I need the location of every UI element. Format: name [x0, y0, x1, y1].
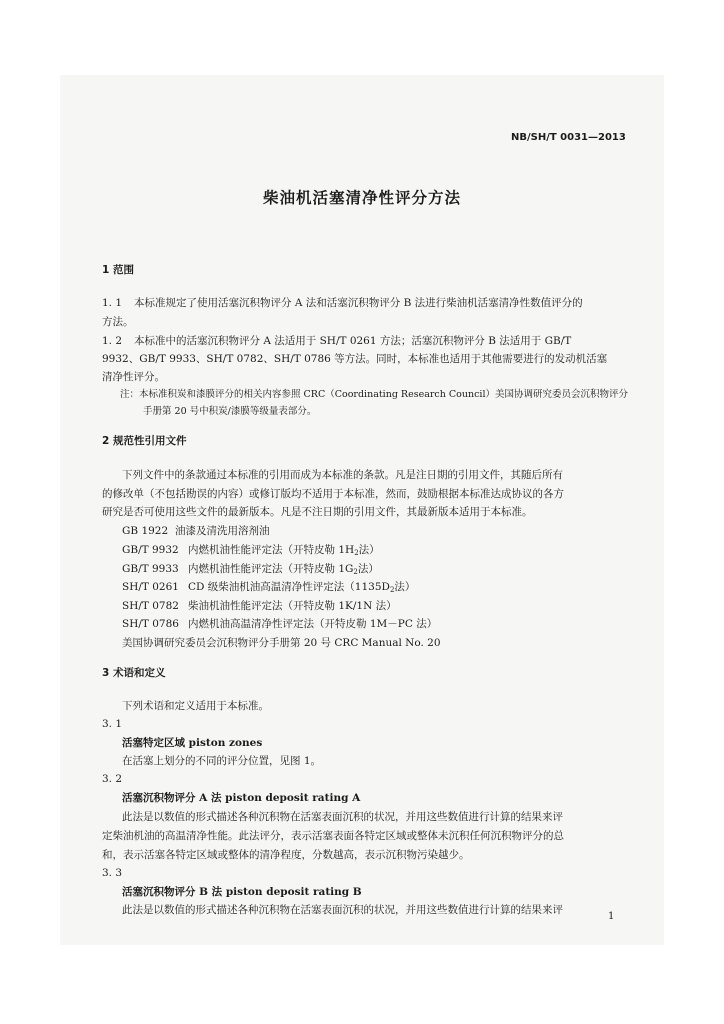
term-3-3-line-1: 此法是以数值的形式描述各种沉积物在活塞表面沉积的状况，并用这些数值进行计算的结果来评: [122, 904, 563, 916]
ref-5-title: 柴油机油性能评定法（开特皮勒 1K/1N 法）: [188, 600, 397, 612]
ref-3-title: 内燃机油性能评定法（开特皮勒 $1G_2$法）: [188, 563, 379, 576]
ref-4-title: CD 级柴油机油高温清净性评定法（$1135D_2$法）: [188, 581, 416, 594]
term-3-3-title: 活塞沉积物评分 B 法 piston deposit rating B: [122, 886, 362, 898]
ref-1-title: 油漆及清洗用溶剂油: [175, 525, 270, 537]
section-2-para-line-3: 研究是否可使用这些文件的最新版本。凡是不注日期的引用文件，其最新版本适用于本标准。: [102, 506, 533, 518]
ref-1-code: GB 1922: [122, 525, 169, 537]
clause-1-1-line-2: 方法。: [102, 316, 134, 328]
term-3-1-number: 3. 1: [102, 718, 123, 730]
section-3-intro: 下列术语和定义适用于本标准。: [122, 700, 269, 712]
ref-6-code: SH/T 0786: [122, 618, 179, 630]
term-3-3-number: 3. 3: [102, 867, 123, 879]
note-line-1: 注：本标准积炭和漆膜评分的相关内容参照 CRC（Coordinating Research Council）美国协调研究委员会沉积物评分: [120, 389, 628, 400]
term-3-1-title: 活塞特定区域 piston zones: [122, 737, 263, 749]
clause-1-2-line-2: 9932、GB/T 9933、SH/T 0782、SH/T 0786 等方法。同时，本标准也适用于其他需要进行的发动机活塞: [102, 353, 608, 365]
standard-number: NB/SH/T 0031—2013: [511, 132, 626, 143]
section-2-heading: 2 规范性引用文件: [102, 435, 187, 447]
ref-5-code: SH/T 0782: [122, 600, 179, 612]
ref-2-code: GB/T 9932: [122, 544, 179, 556]
page-number: 1: [608, 911, 615, 922]
document-title: 柴油机活塞清净性评分方法: [262, 189, 461, 207]
clause-1-2-line-3: 清净性评分。: [102, 371, 165, 383]
note-line-2: 手册第 20 号中积炭/漆膜等级量表部分。: [143, 406, 317, 417]
ref-3-code: GB/T 9933: [122, 563, 179, 575]
ref-7: 美国协调研究委员会沉积物评分手册第 20 号 CRC Manual No. 20: [122, 637, 441, 649]
clause-1-2-number: 1. 2: [102, 335, 123, 347]
term-3-2-line-1: 此法是以数值的形式描述各种沉积物在活塞表面沉积的状况，并用这些数值进行计算的结果来评: [122, 811, 563, 823]
clause-1-1-number: 1. 1: [102, 297, 123, 309]
ref-6-title: 内燃机油高温清净性评定法（开特皮勒 1M－PC 法）: [188, 618, 438, 630]
section-1-heading: 1 范围: [102, 264, 134, 276]
section-2-para-line-1: 下列文件中的条款通过本标准的引用而成为本标准的条款。凡是注日期的引用文件，其随后所有: [122, 469, 563, 481]
term-3-2-number: 3. 2: [102, 773, 123, 785]
term-3-2-title: 活塞沉积物评分 A 法 piston deposit rating A: [122, 792, 361, 804]
section-2-para-line-2: 的修改单（不包括勘误的内容）或修订版均不适用于本标准，然而，鼓励根据本标准达成协议的各方: [102, 488, 564, 500]
ref-4-code: SH/T 0261: [122, 581, 179, 593]
term-3-2-line-2: 定柴油机油的高温清净性能。此法评分，表示活塞表面各特定区域或整体未沉积任何沉积物评分的总: [102, 830, 564, 842]
section-3-heading: 3 术语和定义: [102, 667, 166, 679]
term-3-1-definition: 在活塞上划分的不同的评分位置，见图 1。: [122, 755, 322, 767]
term-3-2-line-3: 和，表示活塞各特定区域或整体的清净程度，分数越高，表示沉积物污染越少。: [102, 849, 470, 861]
clause-1-1-line-1: 本标准规定了使用活塞沉积物评分 A 法和活塞沉积物评分 B 法进行柴油机活塞清净性数值评分的: [134, 297, 583, 309]
ref-2-title: 内燃机油性能评定法（开特皮勒 $1H_2$法）: [188, 544, 380, 557]
clause-1-2-line-1: 本标准中的活塞沉积物评分 A 法适用于 SH/T 0261 方法；活塞沉积物评分 B 法适用于 GB/T: [134, 335, 572, 347]
